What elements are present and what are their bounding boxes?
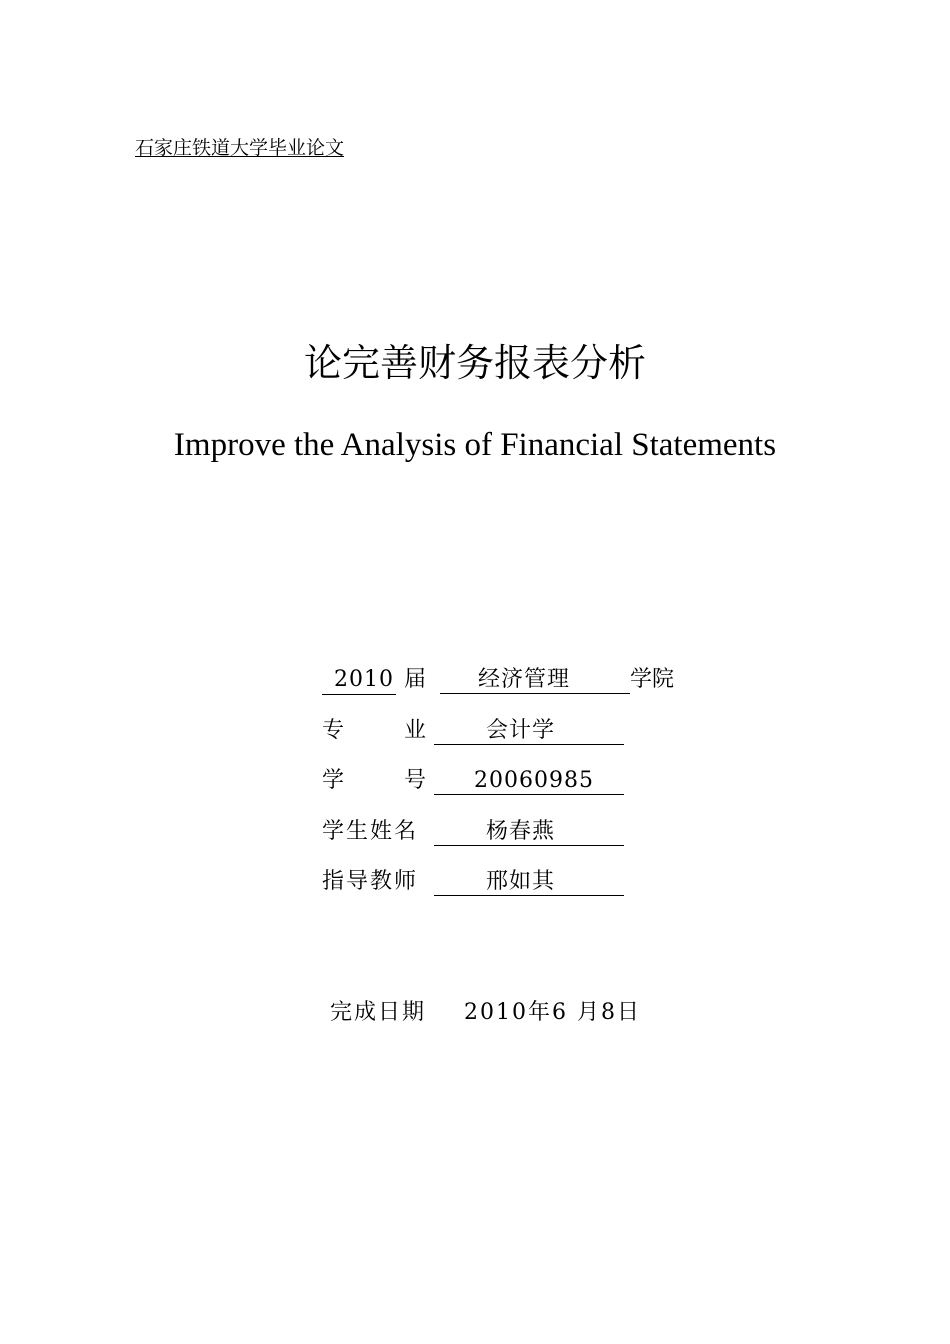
student-id-label [322,765,434,797]
class-school-row [322,664,674,696]
school-suffix: 学院 [630,667,675,692]
major-row [322,715,624,747]
class-year-suffix: 届 [404,667,427,692]
major-label-part1: 专 [322,718,345,743]
student-id-label-part1: 学 [322,768,345,793]
thesis-title-english: Improve the Analysis of Financial Statements [173,427,777,463]
student-name-label: 学生姓名 [322,819,419,844]
advisor-label: 指导教师 [322,869,419,894]
advisor-value: 邢如其 [434,866,624,896]
advisor-row [322,866,624,898]
student-name-value: 杨春燕 [434,816,624,846]
student-name-row [322,816,624,848]
thesis-title-chinese: 论完善财务报表分析 [303,341,646,385]
student-id-row [322,765,624,797]
completion-date-value: 2010年6 月8日 [464,1000,641,1025]
university-thesis-header: 石家庄铁道大学毕业论文 [135,137,345,159]
major-label-part2: 业 [403,718,426,743]
major-value: 会计学 [434,715,624,745]
student-id-label-part2: 号 [403,768,426,793]
school-name: 经济管理 [440,664,630,694]
class-year: 2010 [322,664,396,695]
completion-date-label: 完成日期 [330,1000,427,1025]
completion-date-row [330,997,641,1029]
major-label [322,715,434,747]
student-id-value: 20060985 [434,765,624,795]
